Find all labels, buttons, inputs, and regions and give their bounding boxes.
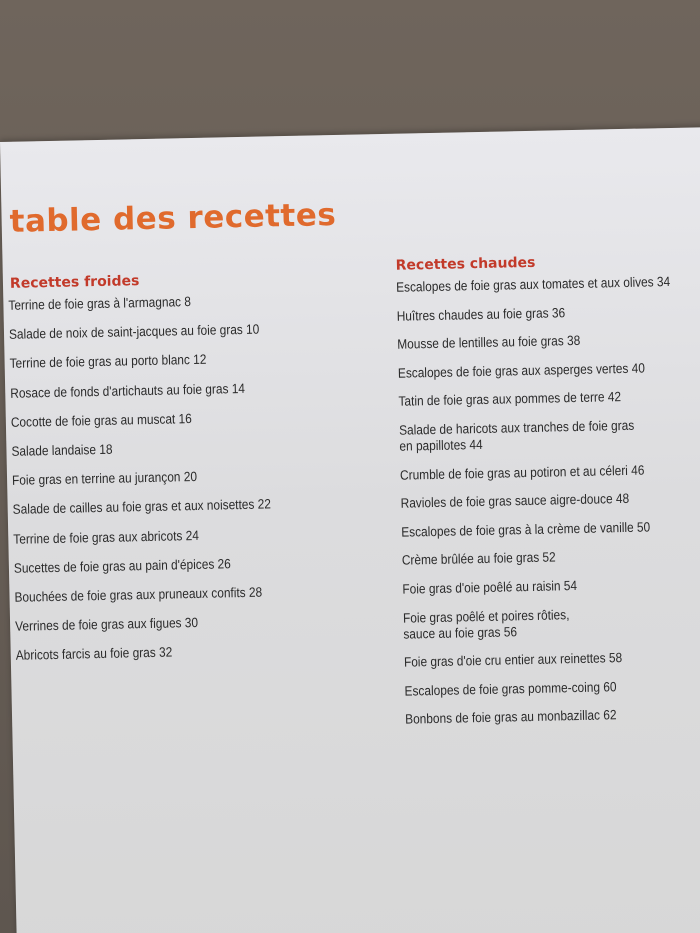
recipe-item bbox=[398, 388, 689, 410]
recipe-item bbox=[396, 274, 687, 296]
recipe-item bbox=[398, 359, 689, 381]
recipe-item: Foie gras en terrine au jurançon 20 bbox=[11, 469, 198, 488]
recipe-item: Bouchées de foie gras aux pruneaux confits 28 bbox=[14, 584, 263, 605]
recipe-line: Crème brûlée au foie gras 52 bbox=[401, 549, 556, 569]
recipe-item: Cocotte de foie gras au muscat 16 bbox=[10, 410, 192, 430]
recipe-line: Escalopes de foie gras aux tomates et aux olives 34 bbox=[395, 273, 671, 295]
recipe-item bbox=[397, 302, 688, 324]
recipe-line: Ravioles de foie gras sauce aigre-douce 48 bbox=[400, 491, 630, 511]
cold-recipes-heading: Recettes froides bbox=[9, 273, 140, 292]
recipe-item bbox=[404, 649, 695, 671]
recipe-item bbox=[399, 417, 690, 455]
recipe-line: Huîtres chaudes au foie gras 36 bbox=[396, 304, 566, 324]
recipe-item: Abricots farcis au foie gras 32 bbox=[15, 644, 173, 664]
recipe-item bbox=[397, 331, 688, 353]
recipe-line: Escalopes de foie gras aux asperges vertes 40 bbox=[397, 360, 646, 381]
recipe-line-continued: sauce au foie gras 56 bbox=[403, 623, 518, 642]
recipe-item: Salade de cailles au foie gras et aux noisettes 22 bbox=[12, 496, 272, 518]
recipe-item bbox=[402, 576, 693, 598]
recipe-line-continued: en papillotes 44 bbox=[399, 436, 483, 454]
recipe-item: Verrines de foie gras aux figues 30 bbox=[14, 615, 199, 634]
hot-recipes-list bbox=[396, 273, 700, 728]
recipe-line: Foie gras poêlé et poires rôties, bbox=[402, 606, 570, 626]
recipe-line: Bonbons de foie gras au monbazillac 62 bbox=[405, 707, 617, 727]
cold-recipes-column bbox=[8, 269, 346, 677]
recipe-item: Salade landaise 18 bbox=[11, 441, 113, 459]
recipe-line: Tatin de foie gras aux pommes de terre 42 bbox=[398, 389, 622, 410]
recipe-line: Crumble de foie gras au potiron et au céleri 46 bbox=[399, 462, 645, 483]
recipe-line: Foie gras d'oie cru entier aux reinettes 58 bbox=[403, 650, 623, 670]
recipe-item bbox=[402, 547, 693, 569]
recipe-item: Sucettes de foie gras au pain d'épices 26 bbox=[13, 555, 231, 576]
hot-recipes-column bbox=[396, 251, 700, 741]
recipe-item: Terrine de foie gras au porto blanc 12 bbox=[9, 352, 207, 372]
recipe-line: Escalopes de foie gras pomme-coing 60 bbox=[404, 678, 617, 699]
cold-recipes-list bbox=[8, 291, 346, 664]
recipe-item bbox=[404, 677, 695, 699]
recipe-item bbox=[403, 604, 694, 642]
recipe-item bbox=[405, 706, 696, 728]
recipe-line: Foie gras d'oie poêlé au raisin 54 bbox=[402, 577, 578, 597]
recipe-line: Mousse de lentilles au foie gras 38 bbox=[397, 333, 581, 352]
recipe-item: Rosace de fonds d'artichauts au foie gras 14 bbox=[10, 380, 246, 401]
recipe-item bbox=[400, 461, 691, 483]
recipe-line: Salade de haricots aux tranches de foie gras bbox=[398, 417, 635, 438]
recipe-line: Escalopes de foie gras à la crème de vanille 50 bbox=[401, 519, 651, 540]
recipe-item bbox=[401, 518, 692, 540]
recipe-item: Terrine de foie gras aux abricots 24 bbox=[13, 527, 199, 547]
recipe-item: Salade de noix de saint-jacques au foie gras 10 bbox=[8, 321, 260, 343]
recipe-item: Terrine de foie gras à l'armagnac 8 bbox=[8, 294, 192, 313]
recipe-item bbox=[400, 490, 691, 512]
page-title: table des recettes bbox=[9, 196, 337, 240]
book-page bbox=[0, 127, 700, 933]
hot-recipes-heading: Recettes chaudes bbox=[395, 254, 536, 274]
